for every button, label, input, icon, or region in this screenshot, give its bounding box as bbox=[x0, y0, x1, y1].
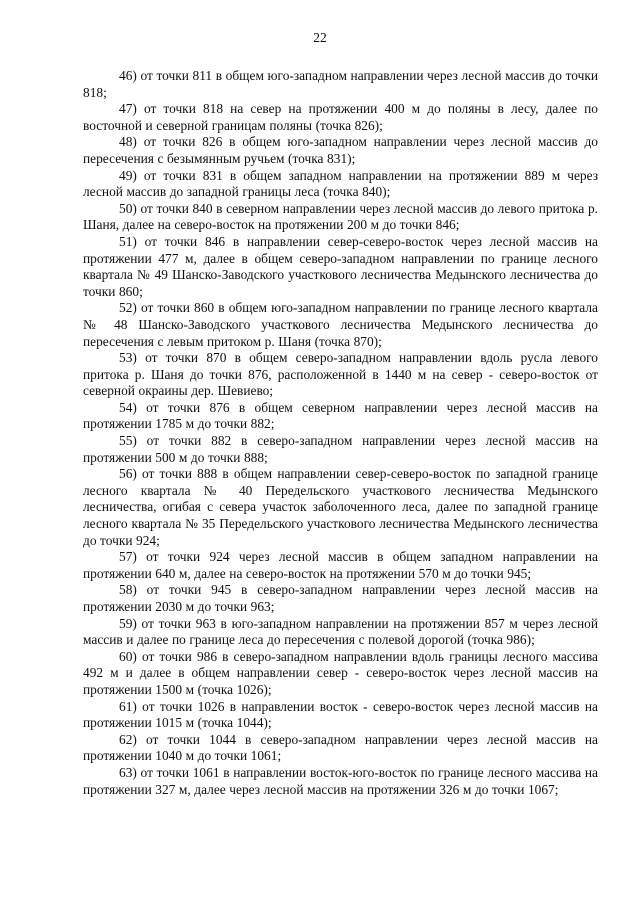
paragraph-60: 60) от точки 986 в северо-западном направлении вдоль границы лесного массива 492 м и далее в общем направлении север - северо-восток через лесной массив на протяжении 1500 м (точка 1026); bbox=[83, 648, 598, 697]
paragraph-52: 52) от точки 860 в общем юго-западном направлении по границе лесного квартала № 48 Шанско-Заводского участкового лесничества Медынского лесничества до пересечения с левым притоком р. Шаня (точка 870); bbox=[83, 300, 598, 349]
paragraph-46: 46) от точки 811 в общем юго-западном направлении через лесной массив до точки 818; bbox=[83, 68, 598, 100]
paragraph-51: 51) от точки 846 в направлении север-северо-восток через лесной массив на протяжении 477 м, далее в общем северо-западном направлении по границе лесного квартала № 49 Шанско-Заводского участкового лесничества Медынского лесничества до точки 860; bbox=[83, 233, 598, 299]
page-number: 22 bbox=[313, 30, 327, 45]
paragraph-62: 62) от точки 1044 в северо-западном направлении через лесной массив на протяжении 1040 м до точки 1061; bbox=[83, 731, 598, 764]
document-body bbox=[83, 68, 598, 798]
paragraph-49: 49) от точки 831 в общем западном направлении на протяжении 889 м через лесной массив до западной границы леса (точка 840); bbox=[83, 167, 598, 200]
paragraph-63: 63) от точки 1061 в направлении восток-юго-восток по границе лесного массива на протяжении 327 м, далее через лесной массив на протяжении 326 м до точки 1067; bbox=[83, 764, 598, 797]
paragraph-61: 61) от точки 1026 в направлении восток - северо-восток через лесной массив на протяжении 1015 м (точка 1044); bbox=[83, 698, 598, 731]
paragraph-56: 56) от точки 888 в общем направлении север-северо-восток по западной границе лесного квартала № 40 Передельского участкового лесничества Медынского лесничества, огибая с севера участок заболоченного леса, далее по западной границе лесного квартала № 35 Передельского участкового лесничества Медынского лесничества до точки 924; bbox=[83, 466, 598, 548]
paragraph-57: 57) от точки 924 через лесной массив в общем западном направлении на протяжении 640 м, далее на северо-восток на протяжении 570 м до точки 945; bbox=[83, 549, 598, 581]
paragraph-54: 54) от точки 876 в общем северном направлении через лесной массив на протяжении 1785 м до точки 882; bbox=[83, 399, 598, 432]
paragraph-58: 58) от точки 945 в северо-западном направлении через лесной массив на протяжении 2030 м до точки 963; bbox=[83, 582, 598, 614]
paragraph-48: 48) от точки 826 в общем юго-западном направлении через лесной массив до пересечения с безымянным ручьем (точка 831); bbox=[83, 134, 598, 166]
paragraph-55: 55) от точки 882 в северо-западном направлении через лесной массив на протяжении 500 м до точки 888; bbox=[83, 433, 598, 465]
paragraph-50: 50) от точки 840 в северном направлении через лесной массив до левого притока р. Шаня, далее на северо-восток на протяжении 200 м до точки 846; bbox=[83, 200, 598, 233]
paragraph-59: 59) от точки 963 в юго-западном направлении на протяжении 857 м через лесной массив и далее по границе леса до пересечения с полевой дорогой (точка 986); bbox=[83, 615, 598, 648]
paragraph-47: 47) от точки 818 на север на протяжении 400 м до поляны в лесу, далее по восточной и северной границам поляны (точка 826); bbox=[83, 101, 598, 133]
paragraph-53: 53) от точки 870 в общем северо-западном направлении вдоль русла левого притока р. Шаня до точки 876, расположенной в 1440 м на север - северо-восток от северной окраины дер. Шевиево; bbox=[83, 350, 598, 399]
